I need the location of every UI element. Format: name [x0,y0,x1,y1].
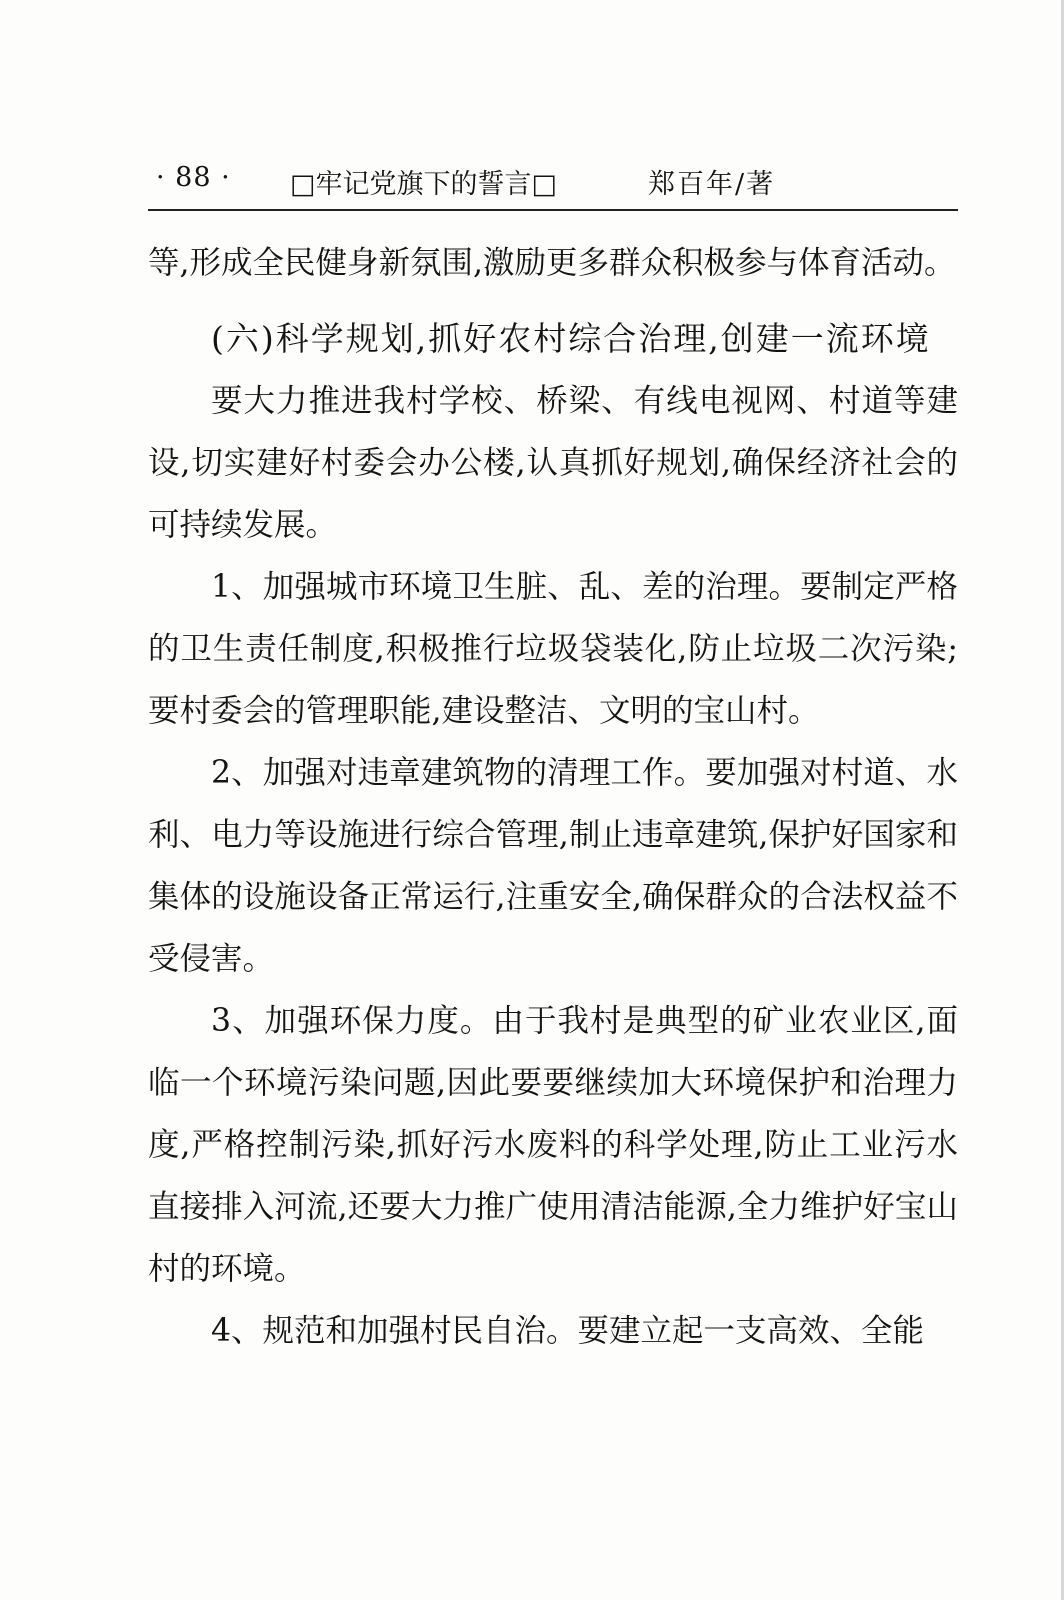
paragraph: 3、加强环保力度。由于我村是典型的矿业农业区,面临一个环境污染问题,因此要要继续加大环境保护和治理力度,严格控制污染,抓好污水废料的科学处理,防止工业污水直接排入河流,还要大力推广使用清洁能源,全力维护好宝山村的环境。 [148,1003,958,1287]
paragraph: 4、规范和加强村民自治。要建立起一支高效、全能 [211,1313,925,1349]
page-number: · 88 · [156,162,231,193]
paragraph-continuation: 等,形成全民健身新氛围,激励更多群众积极参与体育活动。 [148,245,956,281]
paragraph: 1、加强城市环境卫生脏、乱、差的治理。要制定严格的卫生责任制度,积极推行垃圾袋装化,防止垃圾二次污染;要村委会的管理职能,建设整洁、文明的宝山村。 [148,569,958,729]
author-credit: 郑百年/著 [648,169,776,200]
running-header [148,162,958,202]
header-rule [148,209,958,211]
page-body [148,232,958,1362]
paragraph: 要大力推进我村学校、桥梁、有线电视网、村道等建设,切实建好村委会办公楼,认真抓好规划,确保经济社会的可持续发展。 [148,383,958,543]
book-title: □牢记党旗下的誓言□ [290,169,558,200]
section-heading: (六)科学规划,抓好农村综合治理,创建一流环境 [211,319,931,358]
paragraph: 2、加强对违章建筑物的清理工作。要加强对村道、水利、电力等设施进行综合管理,制止违章建筑,保护好国家和集体的设施设备正常运行,注重安全,确保群众的合法权益不受侵害。 [148,755,958,977]
